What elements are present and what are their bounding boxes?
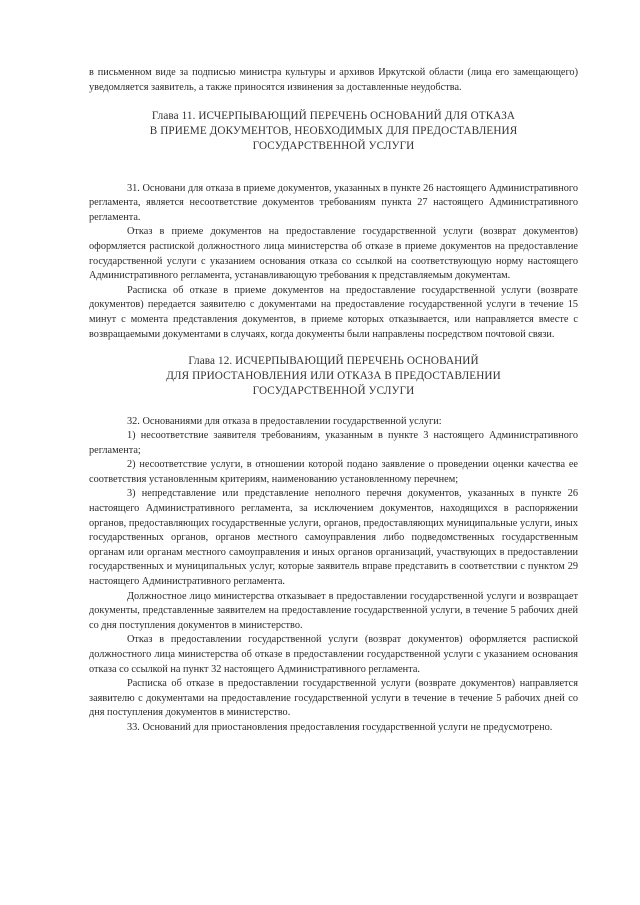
paragraph-33: 33. Оснований для приостановления предоставления государственной услуги не предусмотрено. [127,721,553,733]
paragraph-refusal-form-2: Отказ в предоставлении государственной услуги (возврат документов) оформляется распиской должностного лица министерства об отказе в предоставлении государственной услуги с указанием основания отказа со ссылкой на пункт 32 настоящего Административного регламента. [89,634,578,675]
chapter-12-heading-line: ДЛЯ ПРИОСТАНОВЛЕНИЯ ИЛИ ОТКАЗА В ПРЕДОСТАВЛЕНИИ [166,369,501,382]
chapter-12-heading [89,354,578,398]
chapter-11-heading-line: В ПРИЕМЕ ДОКУМЕНТОВ, НЕОБХОДИМЫХ ДЛЯ ПРЕДОСТАВЛЕНИЯ [149,124,518,137]
chapter-11-heading [89,109,578,153]
chapter-12-heading-line: Глава 12. ИСЧЕРПЫВАЮЩИЙ ПЕРЕЧЕНЬ ОСНОВАНИЙ [188,355,479,368]
paragraph-official-refuses: Должностное лицо министерства отказывает в предоставлении государственной услуги и возвращает документы, представленные заявителем на предоставление государственной услуги, в течение 5 рабочих дней со дня поступления документов в министерство. [89,590,578,631]
paragraph-31: 31. Основани для отказа в приеме документов, указанных в пункте 26 настоящего Административного регламента, является несоответствие документов требованиям пункта 27 настоящего Административного регламента. [89,182,578,223]
paragraph-refusal-form: Отказ в приеме документов на предоставление государственной услуги (возврат документов) оформляется распиской должностного лица министерства об отказе в приеме документов на предоставление государственной услуги с указанием основания отказа со ссылкой на соответствующую норму настоящего Административного регламента, устанавливающую требования к представляемым документам. [89,226,578,282]
chapter-11-heading-line: Глава 11. ИСЧЕРПЫВАЮЩИЙ ПЕРЕЧЕНЬ ОСНОВАНИЙ ДЛЯ ОТКАЗА [151,110,516,123]
paragraph-refusal-receipt-2: Расписка об отказе в предоставлении государственной услуги (возврате документов) направляется заявителю с документами на предоставление государственной услуги в течение в течение 5 рабочих дней со дня поступления документов в министерство. [89,678,578,719]
list-item-2: 2) несоответствие услуги, в отношении которой подано заявление о проведении оценки качества ее соответствия установленным критериям, наименованию установленному перечнем; [89,459,578,485]
paragraph-32: 32. Основаниями для отказа в предоставлении государственной услуги: [127,415,442,427]
chapter-11-heading-line: ГОСУДАРСТВЕННОЙ УСЛУГИ [252,139,415,152]
intro-paragraph: в письменном виде за подписью министра культуры и архивов Иркутской области (лица его замещающего) уведомляется заявитель, а также приносятся извинения за доставленные неудобства. [89,67,578,93]
chapter-12-heading-line: ГОСУДАРСТВЕННОЙ УСЛУГИ [252,384,415,397]
paragraph-refusal-receipt: Расписка об отказе в приеме документов на предоставление государственной услуги (возврате документов) передается заявителю с документами на предоставление государственной услуги в течение 15 минут с момента представления документов, в приеме которых отказывается, или направляется вместе с возвращаемыми документами в случаях, когда документы были направлены посредством почтовой связи. [89,284,578,340]
list-item-3: 3) непредставление или представление неполного перечня документов, указанных в пункте 26 настоящего Административного регламента, за исключением документов, находящихся в распоряжении органов, предоставляющих государственные услуги, органов, предоставляющих муниципальные услуги, иных государственных органов, органов местного самоуправления либо подведомственных государственным органам или органам местного самоуправления и иных органов организаций, участвующих в предоставлении государственных и муниципальных услуг, которые заявитель вправе представить в соответствии с пунктом 29 настоящего Административного регламента. [89,488,578,588]
list-item-1: 1) несоответствие заявителя требованиям, указанным в пункте 3 настоящего Административного регламента; [89,430,578,456]
